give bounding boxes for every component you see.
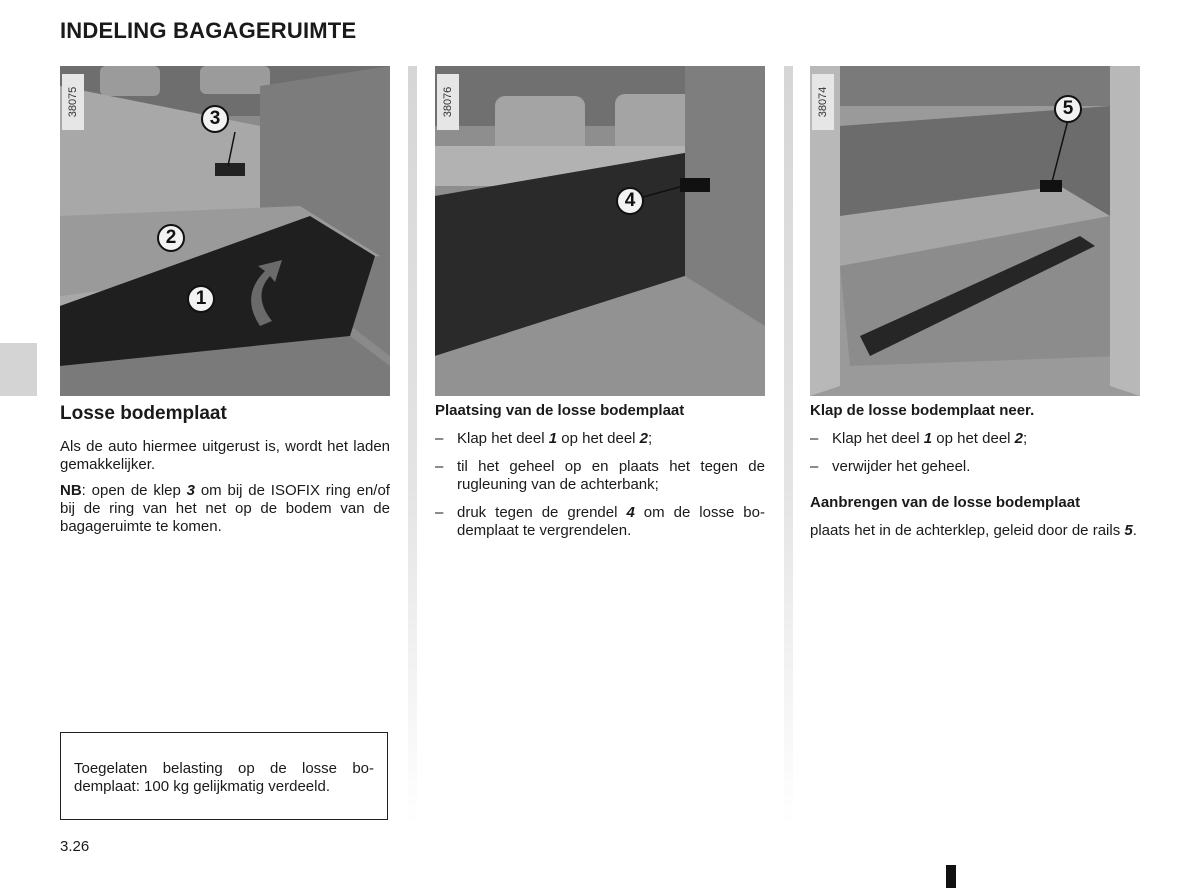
nb-paragraph: NB: open de klep 3 om bij de ISOFIX ring en/of bij de ring van het net op de bodem van de bagageruimte te komen.	[60, 482, 390, 535]
photo-reference-number: 38074	[812, 74, 834, 130]
load-note-box	[60, 732, 388, 820]
callout-5: 5	[1054, 95, 1082, 123]
photo-tailgate-rails-image	[810, 66, 1140, 396]
page-title: INDELING BAGAGERUIMTE	[60, 18, 357, 43]
chapter-tab	[0, 343, 37, 396]
column-3	[810, 402, 1140, 548]
photo-floor-against-seat	[435, 66, 765, 396]
column-divider	[408, 66, 417, 826]
callout-2: 2	[157, 224, 185, 252]
callout-1: 1	[187, 285, 215, 313]
photo-reference-number: 38076	[437, 74, 459, 130]
list-item: – Klap het deel 1 op het deel 2;	[810, 430, 1028, 447]
photo-floor-against-seat-image	[435, 66, 765, 396]
callout-4: 4	[616, 187, 644, 215]
page-number: 3.26	[60, 838, 90, 855]
section-heading: Plaatsing van de losse bodemplaat	[435, 402, 685, 419]
column-divider	[784, 66, 793, 826]
nb-label: NB	[60, 482, 82, 499]
load-note-text: Toegelaten belasting op de losse bo- demplaat: 100 kg gelijkmatig verdeeld.	[74, 760, 374, 795]
subsection-heading: Aanbrengen van de losse bodemplaat	[810, 494, 1081, 511]
list-item: – til het geheel op en plaats het tegen de rugleuning van de achterbank;	[435, 458, 765, 493]
list-item: – verwijder het geheel.	[810, 458, 971, 475]
intro-paragraph: Als de auto hiermee uitgerust is, wordt het laden gemakkelijker.	[60, 438, 390, 473]
list-item: – Klap het deel 1 op het deel 2;	[435, 430, 653, 447]
photo-reference-number: 38075	[62, 74, 84, 130]
callout-3: 3	[201, 105, 229, 133]
list-item: – druk tegen de grendel 4 om de losse bo- demplaat te vergrendelen.	[435, 504, 765, 539]
photo-tailgate-rails	[810, 66, 1140, 396]
column-1	[60, 402, 390, 544]
section-heading: Klap de losse bodemplaat neer.	[810, 402, 1035, 419]
section-heading: Losse bodemplaat	[60, 403, 227, 424]
corner-mark	[946, 865, 956, 888]
column-2	[435, 402, 765, 550]
mounting-paragraph: plaats het in de achterklep, geleid door de rails 5.	[810, 522, 1137, 539]
photo-trunk-floor	[60, 66, 390, 396]
